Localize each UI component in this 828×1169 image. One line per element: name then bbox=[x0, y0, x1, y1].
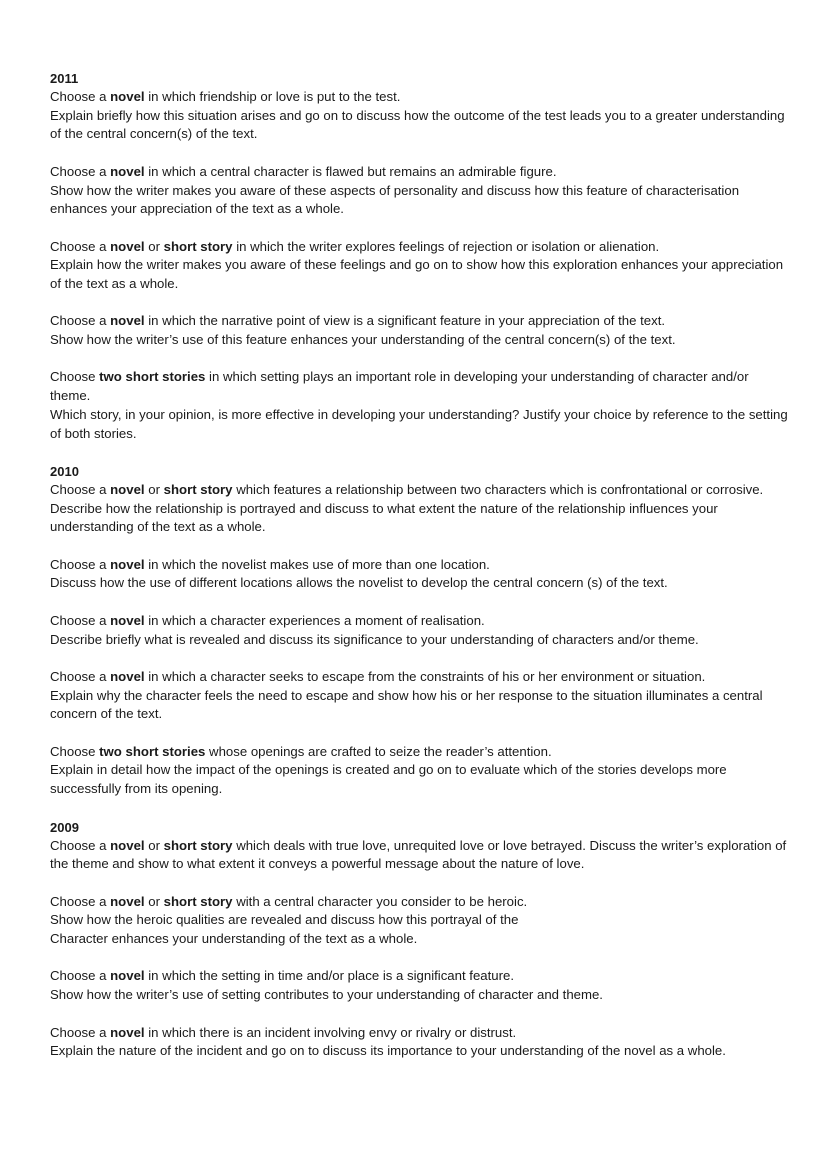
bold-term: novel bbox=[110, 837, 145, 853]
bold-term: short story bbox=[163, 238, 233, 254]
text-segment: in which setting plays an important role in developing your understanding of character and/or theme. bbox=[50, 369, 749, 404]
essay-question bbox=[50, 1024, 788, 1061]
question-line bbox=[50, 761, 788, 798]
question-line bbox=[50, 107, 788, 144]
text-segment: Character enhances your understanding of the text as a whole. bbox=[50, 931, 418, 947]
text-segment: Explain the nature of the incident and go on to discuss its importance to your understanding of the novel as a whole. bbox=[50, 1043, 726, 1059]
text-segment: Explain why the character feels the need to escape and show how his or her response to the situation illuminates a central concern of the text. bbox=[50, 687, 763, 722]
text-segment: Explain briefly how this situation arises and go on to discuss how the outcome of the test leads you to a greater understanding of the central concern(s) of the text. bbox=[50, 107, 785, 142]
text-segment: Choose a bbox=[50, 89, 111, 104]
bold-term: novel bbox=[110, 1024, 145, 1040]
bold-term: two short stories bbox=[99, 369, 206, 385]
question-line bbox=[50, 88, 788, 107]
question-line bbox=[50, 687, 788, 724]
text-segment: or bbox=[144, 481, 164, 497]
year-heading: 2010 bbox=[50, 463, 79, 479]
text-segment: Show how the heroic qualities are revealed and discuss how this portrayal of the bbox=[50, 912, 519, 928]
essay-question bbox=[50, 743, 788, 799]
bold-term: two short stories bbox=[99, 743, 206, 759]
text-segment: in which friendship or love is put to the test. bbox=[144, 89, 401, 104]
essay-question bbox=[50, 668, 788, 724]
section-gap bbox=[50, 443, 788, 462]
text-segment: in which the setting in time and/or place is a significant feature. bbox=[144, 968, 515, 984]
question-line bbox=[50, 911, 788, 930]
question-line bbox=[50, 182, 788, 219]
question-line bbox=[50, 163, 788, 182]
question-gap bbox=[50, 724, 788, 743]
text-segment: in which there is an incident involving envy or rivalry or distrust. bbox=[144, 1024, 517, 1040]
question-gap bbox=[50, 649, 788, 668]
text-segment: Choose a bbox=[50, 668, 111, 684]
question-gap bbox=[50, 593, 788, 612]
question-line bbox=[50, 893, 788, 912]
question-line bbox=[50, 312, 788, 331]
text-segment: Choose a bbox=[50, 612, 111, 628]
year-heading: 2009 bbox=[50, 819, 79, 835]
bold-term: novel bbox=[110, 893, 145, 909]
text-segment: Choose a bbox=[50, 1024, 111, 1040]
essay-question bbox=[50, 368, 788, 443]
bold-term: short story bbox=[163, 481, 233, 497]
text-segment: in which a character experiences a moment of realisation. bbox=[144, 612, 485, 628]
question-line bbox=[50, 1024, 788, 1043]
text-segment: or bbox=[144, 837, 164, 853]
bold-term: short story bbox=[163, 893, 233, 909]
text-segment: which deals with true love, unrequited love or love betrayed. Discuss the writer’s exploration of the theme and show to what extent it conveys a powerful message about the nature of love. bbox=[50, 837, 787, 872]
year-heading: 2011 bbox=[50, 71, 79, 86]
text-segment: Choose bbox=[50, 369, 100, 385]
question-line bbox=[50, 500, 788, 537]
bold-term: novel bbox=[110, 612, 145, 628]
essay-question bbox=[50, 312, 788, 349]
text-segment: in which the novelist makes use of more than one location. bbox=[144, 556, 490, 572]
question-gap bbox=[50, 1005, 788, 1024]
bold-term: novel bbox=[110, 556, 145, 572]
question-gap bbox=[50, 294, 788, 313]
text-segment: which features a relationship between two characters which is confrontational or corrosive. bbox=[232, 481, 764, 497]
section-gap bbox=[50, 799, 788, 818]
question-line bbox=[50, 743, 788, 762]
text-segment: Choose a bbox=[50, 481, 111, 497]
question-line bbox=[50, 967, 788, 986]
essay-question bbox=[50, 837, 788, 874]
text-segment: Discuss how the use of different locations allows the novelist to develop the central concern (s) of the text. bbox=[50, 575, 668, 591]
question-line bbox=[50, 368, 788, 405]
essay-question bbox=[50, 612, 788, 649]
question-line bbox=[50, 930, 788, 949]
essay-question bbox=[50, 481, 788, 537]
question-line bbox=[50, 668, 788, 687]
text-segment: Choose a bbox=[50, 238, 111, 254]
bold-term: novel bbox=[110, 668, 145, 684]
text-segment: Choose a bbox=[50, 313, 111, 329]
question-line bbox=[50, 1042, 788, 1061]
question-gap bbox=[50, 537, 788, 556]
bold-term: novel bbox=[110, 163, 145, 179]
essay-question bbox=[50, 88, 788, 144]
question-gap bbox=[50, 874, 788, 893]
bold-term: novel bbox=[110, 481, 145, 497]
text-segment: or bbox=[144, 893, 164, 909]
text-segment: Choose a bbox=[50, 837, 111, 853]
text-segment: or bbox=[144, 238, 164, 254]
text-segment: Choose a bbox=[50, 893, 111, 909]
question-line bbox=[50, 481, 788, 500]
text-segment: Choose a bbox=[50, 968, 111, 984]
question-gap bbox=[50, 949, 788, 968]
text-segment: Show how the writer’s use of setting contributes to your understanding of character and theme. bbox=[50, 987, 603, 1003]
text-segment: with a central character you consider to be heroic. bbox=[232, 893, 528, 909]
question-line bbox=[50, 256, 788, 293]
bold-term: short story bbox=[163, 837, 233, 853]
text-segment: whose openings are crafted to seize the reader’s attention. bbox=[205, 743, 552, 759]
text-segment: Describe how the relationship is portrayed and discuss to what extent the nature of the relationship influences your understanding of the text as a whole. bbox=[50, 500, 718, 535]
text-segment: Choose bbox=[50, 743, 100, 759]
text-segment: in which a character seeks to escape from the constraints of his or her environment or situation. bbox=[144, 668, 706, 684]
text-segment: Describe briefly what is revealed and discuss its significance to your understanding of characters and/or theme. bbox=[50, 631, 699, 647]
bold-term: novel bbox=[110, 968, 145, 984]
question-gap bbox=[50, 219, 788, 238]
question-gap bbox=[50, 144, 788, 163]
question-line bbox=[50, 986, 788, 1005]
text-segment: Choose a bbox=[50, 163, 111, 179]
bold-term: novel bbox=[110, 89, 145, 104]
essay-question bbox=[50, 238, 788, 294]
text-segment: Show how the writer’s use of this feature enhances your understanding of the central concern(s) of the text. bbox=[50, 332, 676, 348]
text-segment: in which the narrative point of view is a significant feature in your appreciation of the text. bbox=[144, 313, 666, 329]
question-line bbox=[50, 238, 788, 257]
text-segment: Show how the writer makes you aware of these aspects of personality and discuss how this feature of characterisation enhances your appreciation of the text as a whole. bbox=[50, 182, 740, 217]
question-line bbox=[50, 574, 788, 593]
text-segment: Choose a bbox=[50, 556, 111, 572]
question-line bbox=[50, 331, 788, 350]
essay-question bbox=[50, 967, 788, 1004]
text-segment: in which a central character is flawed but remains an admirable figure. bbox=[144, 163, 557, 179]
essay-question bbox=[50, 556, 788, 593]
question-gap bbox=[50, 350, 788, 369]
essay-question bbox=[50, 893, 788, 949]
question-line bbox=[50, 631, 788, 650]
essay-question bbox=[50, 163, 788, 219]
question-line bbox=[50, 556, 788, 575]
text-segment: in which the writer explores feelings of rejection or isolation or alienation. bbox=[232, 238, 660, 254]
question-line bbox=[50, 406, 788, 443]
question-line bbox=[50, 837, 788, 874]
bold-term: novel bbox=[110, 238, 145, 254]
question-line bbox=[50, 612, 788, 631]
bold-term: novel bbox=[110, 313, 145, 329]
text-segment: Which story, in your opinion, is more effective in developing your understanding? Justify your choice by reference to the setting of both stories. bbox=[50, 406, 788, 441]
text-segment: Explain how the writer makes you aware of these feelings and go on to show how this exploration enhances your appreciation of the text as a whole. bbox=[50, 257, 784, 291]
text-segment: Explain in detail how the impact of the openings is created and go on to evaluate which of the stories develops more successfully from its opening. bbox=[50, 762, 727, 797]
